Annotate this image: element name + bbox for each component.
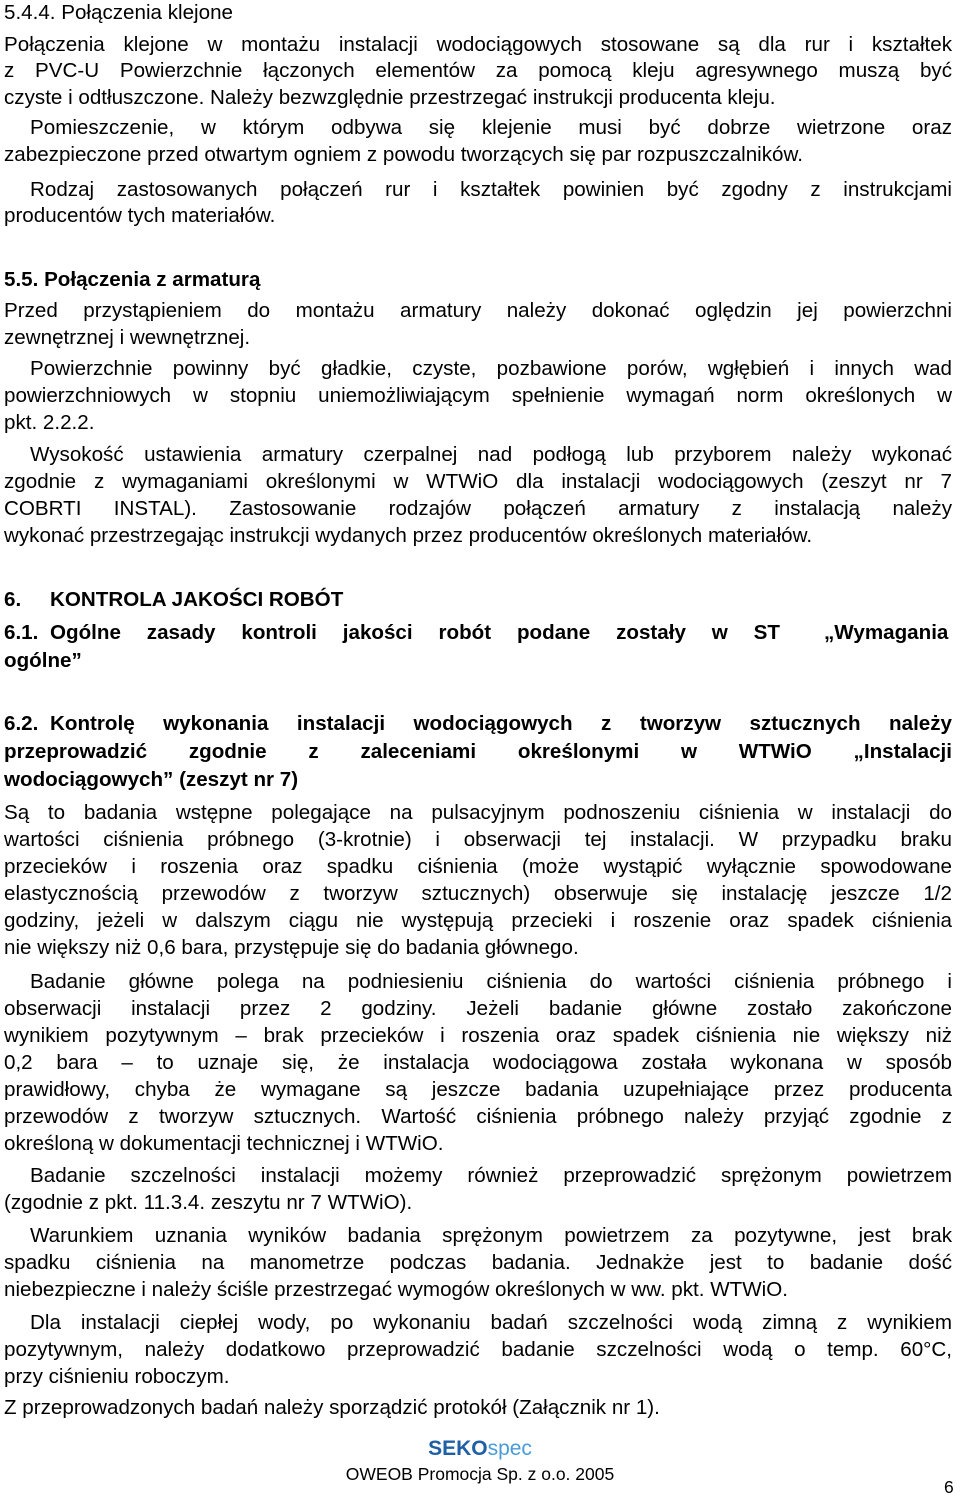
brand-part-2: spec	[487, 1437, 532, 1460]
paragraph-line: zewnętrznej i wewnętrznej.	[4, 326, 251, 349]
paragraph-line: producentów tych materiałów.	[4, 204, 276, 227]
paragraph-line: obserwacji instalacji przez 2 godziny. Jeżeli badanie główne zostało zakończone	[4, 997, 952, 1020]
footer-organization: OWEOB Promocja Sp. z o.o. 2005	[345, 1464, 615, 1484]
paragraph-line: Pomieszczenie, w którym odbywa się klejenie musi być dobrze wietrzone oraz	[30, 116, 952, 139]
section-heading-5-5: 5.5. Połączenia z armaturą	[4, 268, 261, 291]
section-title-6: KONTROLA JAKOŚCI ROBÓT	[50, 588, 344, 611]
section-number-6: 6.	[4, 588, 22, 611]
section-title-6-1-cont: ogólne”	[4, 649, 82, 672]
paragraph-line: (zgodnie z pkt. 11.3.4. zeszytu nr 7 WTWiO).	[4, 1191, 413, 1214]
paragraph-line: COBRTI INSTAL). Zastosowanie rodzajów połączeń armatury z instalacją należy	[4, 497, 952, 520]
paragraph-line: Rodzaj zastosowanych połączeń rur i kształtek powinien być zgodny z instrukcjami	[30, 178, 952, 201]
paragraph-line: zabezpieczone przed otwartym ogniem z powodu tworzących się par rozpuszczalników.	[4, 143, 803, 166]
footer-brand-logo	[0, 1437, 960, 1461]
section-title-6-2-cont: wodociągowych” (zeszyt nr 7)	[4, 768, 299, 791]
section-title-6-2-cont: przeprowadzić zgodnie z zaleceniami określonymi w WTWiO „Instalacji	[4, 740, 952, 763]
section-title-6-2: Kontrolę wykonania instalacji wodociągowych z tworzyw sztucznych należy	[50, 712, 952, 735]
section-number-6-2: 6.2.	[4, 712, 39, 735]
paragraph-line: nie większy niż 0,6 bara, przystępuje się do badania głównego.	[4, 936, 579, 959]
paragraph-line: Połączenia klejone w montażu instalacji wodociągowych stosowane są dla rur i kształtek	[4, 33, 952, 56]
section-title-6-1-quote: „Wymagania	[824, 621, 949, 644]
paragraph-line: Wysokość ustawienia armatury czerpalnej nad podłogą lub przyborem należy wykonać	[30, 443, 952, 466]
paragraph-line: niebezpieczne i należy ściśle przestrzegać wymogów określonych w ww. pkt. WTWiO.	[4, 1278, 788, 1301]
section-number-6-1: 6.1.	[4, 621, 39, 644]
paragraph-line: przecieków i roszenia oraz spadku ciśnienia (może wystąpić wyłącznie spowodowane	[4, 855, 952, 878]
paragraph-line: 0,2 bara – to uznaje się, że instalacja wodociągowa została wykonana w sposób	[4, 1051, 952, 1074]
paragraph-line: z PVC-U Powierzchnie łączonych elementów za pomocą kleju agresywnego muszą być	[4, 59, 952, 82]
paragraph-line: Są to badania wstępne polegające na pulsacyjnym podnoszeniu ciśnienia w instalacji do	[4, 801, 952, 824]
paragraph-line: pkt. 2.2.2.	[4, 411, 95, 434]
paragraph-line: Warunkiem uznania wyników badania sprężonym powietrzem za pozytywne, jest brak	[30, 1224, 952, 1247]
paragraph-line: przewodów z tworzyw sztucznych. Wartość ciśnienia próbnego należy przyjąć zgodnie z	[4, 1105, 952, 1128]
paragraph-line: Badanie główne polega na podniesieniu ciśnienia do wartości ciśnienia próbnego i	[30, 970, 952, 993]
paragraph-line: wykonać przestrzegając instrukcji wydanych przez producentów określonych materiałów.	[4, 524, 813, 547]
paragraph-line: spadku ciśnienia na manometrze podczas badania. Jednakże jest to badanie dość	[4, 1251, 952, 1274]
paragraph-line: Z przeprowadzonych badań należy sporządzić protokół (Załącznik nr 1).	[4, 1396, 660, 1419]
section-title-6-1: Ogólne zasady kontroli jakości robót podane zostały w ST	[50, 621, 780, 644]
paragraph-line: Badanie szczelności instalacji możemy również przeprowadzić sprężonym powietrzem	[30, 1164, 952, 1187]
paragraph-line: wartości ciśnienia próbnego (3-krotnie) i obserwacji tej instalacji. W przypadku braku	[4, 828, 952, 851]
paragraph-line: przy ciśnieniu roboczym.	[4, 1365, 230, 1388]
paragraph-line: godziny, jeżeli w dalszym ciągu nie występują przecieki i roszenie oraz spadek ciśnienia	[4, 909, 952, 932]
paragraph-line: Dla instalacji ciepłej wody, po wykonaniu badań szczelności wodą zimną z wynikiem	[30, 1311, 952, 1334]
paragraph-line: zgodnie z wymaganiami określonymi w WTWiO dla instalacji wodociągowych (zeszyt nr 7	[4, 470, 952, 493]
section-heading-5-4-4: 5.4.4. Połączenia klejone	[4, 1, 233, 24]
paragraph-line: elastycznością przewodów z tworzyw sztucznych) obserwuje się instalację jeszcze 1/2	[4, 882, 952, 905]
paragraph-line: Powierzchnie powinny być gładkie, czyste, pozbawione porów, wgłębień i innych wad	[30, 357, 952, 380]
paragraph-line: wynikiem pozytywnym – brak przecieków i roszenia oraz spadek ciśnienia nie większy niż	[4, 1024, 952, 1047]
paragraph-line: Przed przystąpieniem do montażu armatury należy dokonać oględzin jej powierzchni	[4, 299, 952, 322]
paragraph-line: prawidłowy, chyba że wymagane są jeszcze badania uzupełniające przez producenta	[4, 1078, 952, 1101]
brand-part-1: SEKO	[428, 1437, 488, 1460]
paragraph-line: pozytywnym, należy dodatkowo przeprowadzić badanie szczelności wodą o temp. 60°C,	[4, 1338, 952, 1361]
paragraph-line: powierzchniowych w stopniu uniemożliwiającym spełnienie wymagań norm określonych w	[4, 384, 952, 407]
paragraph-line: określoną w dokumentacji technicznej i WTWiO.	[4, 1132, 444, 1155]
paragraph-line: czyste i odtłuszczone. Należy bezwzględnie przestrzegać instrukcji producenta kleju.	[4, 86, 776, 109]
page-number: 6	[944, 1477, 954, 1497]
